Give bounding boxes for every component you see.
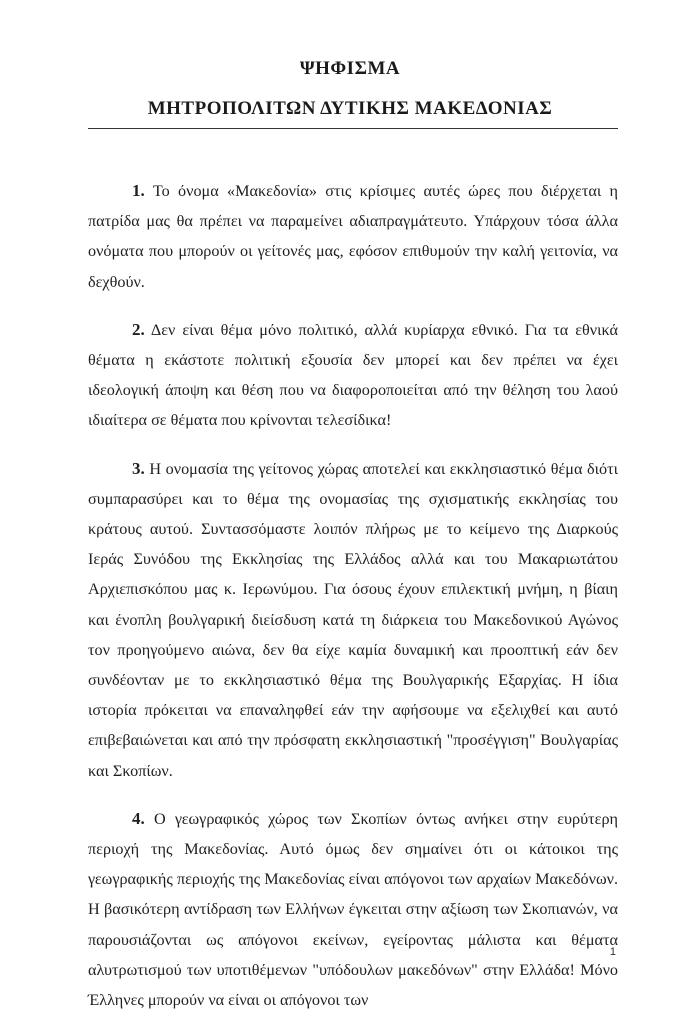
paragraph-text: Το όνομα «Μακεδονία» στις κρίσιμες αυτές ώρες που διέρχεται η πατρίδα μας θα πρέπει να παραμείνει αδιαπραγμάτευτο. Υπάρχουν τόσα άλλα ονόματα που μπορούν οι γείτονές μας, εφόσον επιθυμούν την καλή γειτονία, να δεχθούν. <box>88 182 618 291</box>
paragraph-text: Δεν είναι θέμα μόνο πολιτικό, αλλά κυρίαρχα εθνικό. Για τα εθνικά θέματα η εκάστοτε πολιτική εξουσία δεν μπορεί και δεν πρέπει να έχει ιδεολογική άποψη και θέση που να διαφοροποιείται από την θέληση του λαού ιδιαίτερα σε θέματα που κρίνονται τελεσίδικα! <box>88 320 618 430</box>
paragraph-1 <box>88 176 618 297</box>
paragraph-number: 4. <box>132 808 145 828</box>
paragraph-text: Η ονομασία της γείτονος χώρας αποτελεί και εκκλησιαστικό θέμα διότι συμπαρασύρει και το θέμα της ονομασίας της σχισματικής εκκλησίας του κράτους αυτού. Συντασσόμαστε λοιπόν πλήρως με το κείμενο της Διαρκούς Ιεράς Συνόδου της Εκκλησίας της Ελλάδος αλλά και του Μακαριωτάτου Αρχιεπισκόπου μας κ. Ιερωνύμου. Για όσους έχουν επιλεκτική μνήμη, η βίαιη και ένοπλη βουλγαρική διείσδυση κατά τη διάρκεια του Μακεδονικού Αγώνος τον προηγούμενο αιώνα, δεν θα είχε καμία δυναμική και προοπτική εάν δεν συνδέονταν με το εκκλησιαστικό θέμα της Βουλγαρικής Εξαρχίας. Η ίδια ιστορία πρόκειται να επαναληφθεί εάν την αφήσουμε να εξελιχθεί και αυτό επιβεβαιώνεται και από την πρόσφατη εκκλησιαστική "προσέγγιση" Βουλγαρίας και Σκοπίων. <box>88 459 618 780</box>
document-title: ΨΗΦΙΣΜΑ <box>299 58 401 79</box>
paragraph-2 <box>88 315 618 436</box>
document-subtitle: ΜΗΤΡΟΠΟΛΙΤΩΝ ΔΥΤΙΚΗΣ ΜΑΚΕΔΟΝΙΑΣ <box>147 98 553 119</box>
paragraph-number: 3. <box>132 458 145 478</box>
document-body <box>88 176 618 1033</box>
page-number: 1 <box>609 946 616 958</box>
title-divider <box>88 128 618 129</box>
paragraph-text: Ο γεωγραφικός χώρος των Σκοπίων όντως ανήκει στην ευρύτερη περιοχή της Μακεδονίας. Αυτό όμως δεν σημαίνει ότι οι κάτοικοι της γεωγραφικής περιοχής της Μακεδονίας είναι απόγονοι των αρχαίων Μακεδόνων. Η βασικότερη αντίδραση των Ελλήνων έγκειται στην αξίωση των Σκοπιανών, να παρουσιάζονται ως απόγονοι εκείνων, εγείροντας μάλιστα και θέματα αλυτρωτισμού των υποτιθέμενων "υπόδουλων μακεδόνων" στην Ελλάδα! Μόνο Έλληνες μπορούν να είναι οι απόγονοι των <box>88 809 618 1010</box>
paragraph-3 <box>88 454 618 786</box>
paragraph-4 <box>88 804 618 1015</box>
paragraph-number: 1. <box>132 181 145 200</box>
paragraph-number: 2. <box>132 319 145 339</box>
